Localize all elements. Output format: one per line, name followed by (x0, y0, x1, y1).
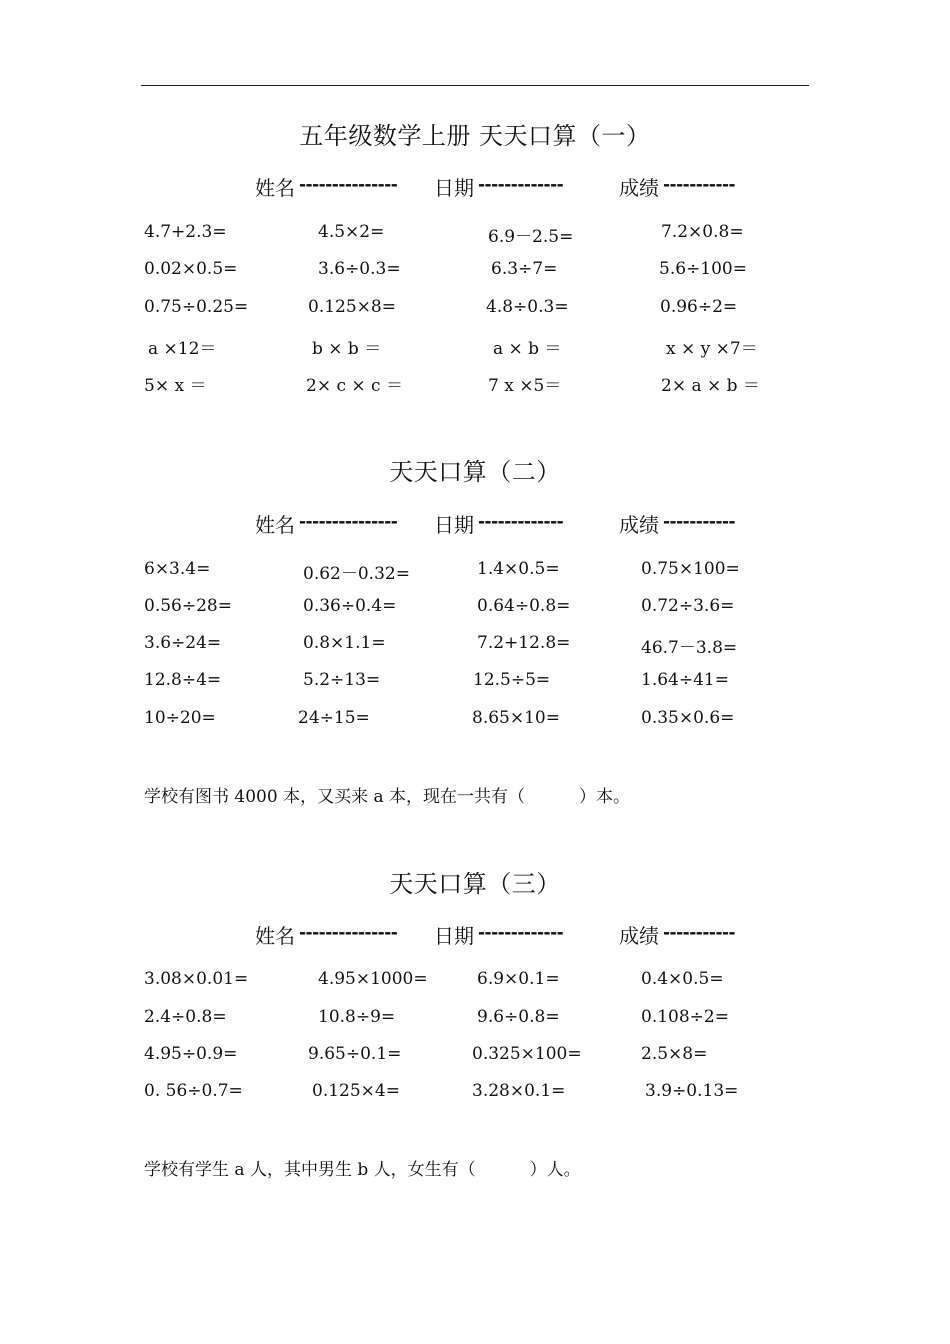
date-line: ------------- (478, 175, 564, 195)
problem-cell: 0. 56÷0.7= (144, 1081, 243, 1101)
problem-cell: 7.2+12.8= (477, 633, 571, 653)
problem-cell: 4.5×2= (318, 222, 385, 242)
section-title: 天天口算（三） (389, 870, 561, 898)
problem-cell: a ×12＝ (148, 339, 217, 359)
name-line: --------------- (299, 512, 398, 532)
problem-cell: 0.62－0.32= (303, 564, 410, 584)
problem-cell: 0.02×0.5= (144, 259, 238, 279)
problem-cell: 7 x ×5＝ (488, 376, 562, 396)
problem-cell: 2.5×8= (641, 1044, 708, 1064)
score-label: 成绩 (619, 176, 659, 200)
score-line: ----------- (663, 923, 736, 943)
problem-cell: 4.95×1000= (318, 969, 428, 989)
problem-cell: 5.6÷100= (659, 259, 747, 279)
problem-cell: 8.65×10= (472, 708, 560, 728)
name-line: --------------- (299, 175, 398, 195)
problem-cell: 2× c × c ＝ (306, 376, 403, 396)
problem-cell: 5.2÷13= (303, 670, 381, 690)
problem-cell: 0.64÷0.8= (477, 596, 571, 616)
score-label: 成绩 (619, 924, 659, 948)
date-line: ------------- (478, 923, 564, 943)
problem-cell: 10.8÷9= (318, 1007, 396, 1027)
date-line: ------------- (478, 512, 564, 532)
problem-cell: 0.8×1.1= (303, 633, 386, 653)
problem-cell: b × b ＝ (312, 339, 382, 359)
problem-cell: 0.96÷2= (660, 297, 738, 317)
date-label: 日期 (434, 513, 474, 537)
section-title: 五年级数学上册 天天口算（一） (299, 122, 651, 150)
name-line: --------------- (299, 923, 398, 943)
problem-cell: 2.4÷0.8= (144, 1007, 227, 1027)
top-rule (141, 85, 809, 86)
problem-cell: 10÷20= (144, 708, 216, 728)
problem-cell: 0.4×0.5= (641, 969, 724, 989)
word-problem: 学校有学生 a 人，其中男生 b 人，女生有（ ）人。 (144, 1160, 581, 1180)
problem-cell: 6.3÷7= (491, 259, 558, 279)
problem-cell: 6.9－2.5= (488, 227, 574, 247)
date-label: 日期 (434, 176, 474, 200)
problem-cell: 9.65÷0.1= (308, 1044, 402, 1064)
name-label: 姓名 (255, 513, 295, 537)
problem-cell: 1.4×0.5= (477, 559, 560, 579)
problem-cell: 0.72÷3.6= (641, 596, 735, 616)
problem-cell: a × b ＝ (493, 339, 562, 359)
problem-cell: 12.8÷4= (144, 670, 222, 690)
score-line: ----------- (663, 512, 736, 532)
date-label: 日期 (434, 924, 474, 948)
problem-cell: 4.8÷0.3= (486, 297, 569, 317)
problem-cell: 6×3.4= (144, 559, 211, 579)
problem-cell: 0.125×8= (308, 297, 396, 317)
problem-cell: 0.325×100= (472, 1044, 582, 1064)
problem-cell: 46.7－3.8= (641, 638, 738, 658)
name-label: 姓名 (255, 176, 295, 200)
problem-cell: 24÷15= (298, 708, 370, 728)
problem-cell: 3.6÷24= (144, 633, 222, 653)
problem-cell: 12.5÷5= (473, 670, 551, 690)
problem-cell: 2× a × b ＝ (661, 376, 760, 396)
problem-cell: x × y ×7＝ (666, 339, 758, 359)
problem-cell: 0.36÷0.4= (303, 596, 397, 616)
problem-cell: 1.64÷41= (641, 670, 729, 690)
problem-cell: 3.9÷0.13= (645, 1081, 739, 1101)
problem-cell: 0.35×0.6= (641, 708, 735, 728)
problem-cell: 4.95÷0.9= (144, 1044, 238, 1064)
problem-cell: 0.125×4= (312, 1081, 400, 1101)
problem-cell: 0.108÷2= (641, 1007, 729, 1027)
problem-cell: 9.6÷0.8= (477, 1007, 560, 1027)
score-label: 成绩 (619, 513, 659, 537)
problem-cell: 0.75÷0.25= (144, 297, 249, 317)
problem-cell: 0.75×100= (641, 559, 740, 579)
section-title: 天天口算（二） (389, 458, 561, 486)
name-label: 姓名 (255, 924, 295, 948)
word-problem: 学校有图书 4000 本，又买来 a 本，现在一共有（ ）本。 (144, 787, 631, 807)
problem-cell: 3.08×0.01= (144, 969, 249, 989)
problem-cell: 7.2×0.8= (661, 222, 744, 242)
score-line: ----------- (663, 175, 736, 195)
problem-cell: 6.9×0.1= (477, 969, 560, 989)
problem-cell: 3.6÷0.3= (318, 259, 401, 279)
problem-cell: 3.28×0.1= (472, 1081, 566, 1101)
problem-cell: 0.56÷28= (144, 596, 232, 616)
problem-cell: 4.7+2.3= (144, 222, 227, 242)
problem-cell: 5× x ＝ (144, 376, 207, 396)
